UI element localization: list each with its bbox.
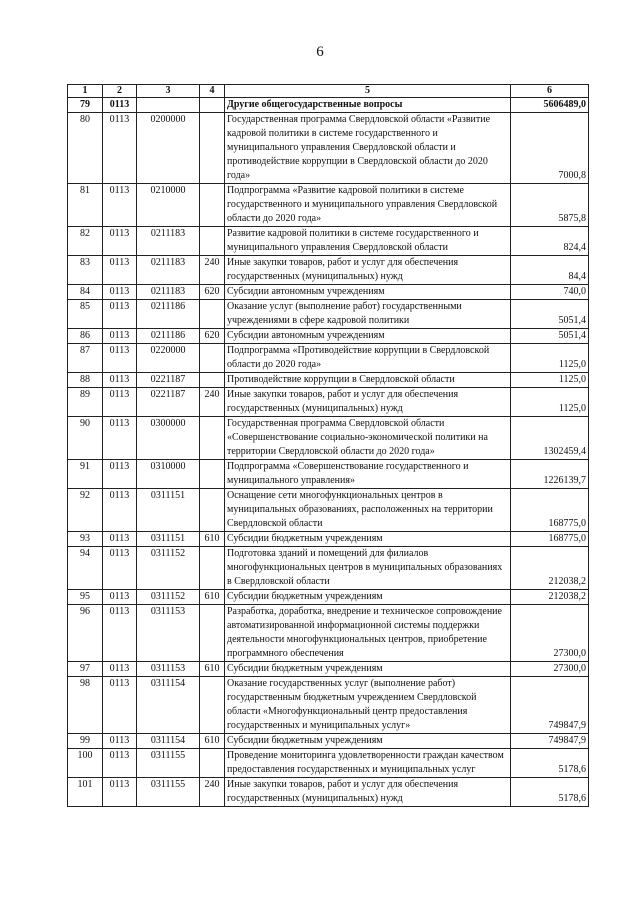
- row-amount: 749847,9: [511, 734, 589, 749]
- row-name: Оснащение сети многофункциональных центров в муниципальных образованиях, расположенных на территории Свердловской области: [225, 489, 511, 532]
- row-expense-type: [200, 547, 225, 590]
- row-number: 89: [68, 388, 103, 417]
- table-header-row: [68, 85, 589, 98]
- row-number: 91: [68, 460, 103, 489]
- table-row: [68, 344, 589, 373]
- row-amount: 1125,0: [511, 373, 589, 388]
- row-section-code: 0113: [103, 677, 137, 734]
- row-expense-type: [200, 373, 225, 388]
- row-section-code: 0113: [103, 605, 137, 662]
- row-number: 92: [68, 489, 103, 532]
- row-section-code: 0113: [103, 98, 137, 113]
- row-number: 101: [68, 778, 103, 807]
- header-col-2: 2: [103, 85, 137, 98]
- row-section-code: 0113: [103, 590, 137, 605]
- table-row: [68, 113, 589, 184]
- row-target-code: 0220000: [137, 344, 200, 373]
- row-name: Иные закупки товаров, работ и услуг для обеспечения государственных (муниципальных) нужд: [225, 388, 511, 417]
- row-target-code: 0311154: [137, 734, 200, 749]
- row-expense-type: [200, 98, 225, 113]
- row-target-code: 0200000: [137, 113, 200, 184]
- row-section-code: 0113: [103, 547, 137, 590]
- row-expense-type: 620: [200, 285, 225, 300]
- row-number: 82: [68, 227, 103, 256]
- table-row: [68, 489, 589, 532]
- row-amount: 1125,0: [511, 388, 589, 417]
- row-expense-type: [200, 344, 225, 373]
- row-expense-type: [200, 227, 225, 256]
- table-row: [68, 532, 589, 547]
- page-number: 6: [316, 44, 324, 60]
- row-number: 83: [68, 256, 103, 285]
- row-target-code: 0221187: [137, 373, 200, 388]
- row-target-code: 0311152: [137, 590, 200, 605]
- row-name: Подготовка зданий и помещений для филиалов многофункциональных центров в муниципальных образованиях в Свердловской области: [225, 547, 511, 590]
- row-target-code: 0211183: [137, 227, 200, 256]
- row-target-code: 0311152: [137, 547, 200, 590]
- row-amount: 84,4: [511, 256, 589, 285]
- row-name: Противодействие коррупции в Свердловской области: [225, 373, 511, 388]
- row-target-code: 0211183: [137, 256, 200, 285]
- row-amount: 27300,0: [511, 605, 589, 662]
- row-number: 90: [68, 417, 103, 460]
- row-number: 86: [68, 329, 103, 344]
- table-row: [68, 547, 589, 590]
- row-expense-type: [200, 489, 225, 532]
- row-name: Субсидии автономным учреждениям: [225, 285, 511, 300]
- row-expense-type: [200, 749, 225, 778]
- table-row: [68, 285, 589, 300]
- row-amount: 5606489,0: [511, 98, 589, 113]
- row-amount: 740,0: [511, 285, 589, 300]
- row-name: Государственная программа Свердловской области «Совершенствование социально-экономической политики на территории Свердловской области до 2020 года»: [225, 417, 511, 460]
- row-target-code: 0211186: [137, 329, 200, 344]
- table-row: [68, 677, 589, 734]
- row-name: Субсидии бюджетным учреждениям: [225, 662, 511, 677]
- row-section-code: 0113: [103, 329, 137, 344]
- row-number: 94: [68, 547, 103, 590]
- row-section-code: 0113: [103, 184, 137, 227]
- row-section-code: 0113: [103, 734, 137, 749]
- row-name: Иные закупки товаров, работ и услуг для обеспечения государственных (муниципальных) нужд: [225, 256, 511, 285]
- table-row: [68, 373, 589, 388]
- row-section-code: 0113: [103, 417, 137, 460]
- row-name: Государственная программа Свердловской области «Развитие кадровой политики в системе государственного и муниципального управления Свердловской области и противодействие коррупции в Свердловской области до 2020 года»: [225, 113, 511, 184]
- row-amount: 1226139,7: [511, 460, 589, 489]
- table-row: [68, 778, 589, 807]
- row-amount: 5178,6: [511, 778, 589, 807]
- table-row: [68, 605, 589, 662]
- row-expense-type: [200, 184, 225, 227]
- table-row: [68, 227, 589, 256]
- header-col-4: 4: [200, 85, 225, 98]
- table-body: [68, 98, 589, 807]
- row-expense-type: 610: [200, 590, 225, 605]
- header-col-3: 3: [137, 85, 200, 98]
- row-amount: 5178,6: [511, 749, 589, 778]
- table-row: [68, 329, 589, 344]
- row-amount: 212038,2: [511, 590, 589, 605]
- row-number: 93: [68, 532, 103, 547]
- row-name: Другие общегосударственные вопросы: [225, 98, 511, 113]
- table-row: [68, 388, 589, 417]
- row-name: Подпрограмма «Совершенствование государственного и муниципального управления»: [225, 460, 511, 489]
- row-section-code: 0113: [103, 373, 137, 388]
- row-name: Оказание услуг (выполнение работ) государственными учреждениями в сфере кадровой политики: [225, 300, 511, 329]
- table-row: [68, 734, 589, 749]
- row-amount: 27300,0: [511, 662, 589, 677]
- row-target-code: [137, 98, 200, 113]
- row-section-code: 0113: [103, 344, 137, 373]
- row-expense-type: 610: [200, 532, 225, 547]
- row-expense-type: 610: [200, 734, 225, 749]
- row-name: Субсидии бюджетным учреждениям: [225, 734, 511, 749]
- row-expense-type: 610: [200, 662, 225, 677]
- row-expense-type: [200, 300, 225, 329]
- row-number: 87: [68, 344, 103, 373]
- header-col-1: 1: [68, 85, 103, 98]
- row-amount: 7000,8: [511, 113, 589, 184]
- header-col-6: 6: [511, 85, 589, 98]
- row-target-code: 0211183: [137, 285, 200, 300]
- table-row: [68, 460, 589, 489]
- row-section-code: 0113: [103, 300, 137, 329]
- table-row: [68, 256, 589, 285]
- row-target-code: 0211186: [137, 300, 200, 329]
- row-section-code: 0113: [103, 285, 137, 300]
- table-row: [68, 98, 589, 113]
- table-row: [68, 300, 589, 329]
- row-expense-type: 240: [200, 388, 225, 417]
- row-number: 100: [68, 749, 103, 778]
- row-amount: 5875,8: [511, 184, 589, 227]
- row-name: Подпрограмма «Развитие кадровой политики в системе государственного и муниципального управления Свердловской области до 2020 года»: [225, 184, 511, 227]
- row-expense-type: [200, 113, 225, 184]
- row-name: Субсидии бюджетным учреждениям: [225, 590, 511, 605]
- row-expense-type: [200, 460, 225, 489]
- row-section-code: 0113: [103, 778, 137, 807]
- table-row: [68, 749, 589, 778]
- row-target-code: 0311155: [137, 749, 200, 778]
- row-target-code: 0311153: [137, 605, 200, 662]
- row-target-code: 0311153: [137, 662, 200, 677]
- table-row: [68, 662, 589, 677]
- row-target-code: 0300000: [137, 417, 200, 460]
- row-name: Проведение мониторинга удовлетворенности граждан качеством предоставления государственных и муниципальных услуг: [225, 749, 511, 778]
- row-amount: 168775,0: [511, 489, 589, 532]
- row-name: Подпрограмма «Противодействие коррупции в Свердловской области до 2020 года»: [225, 344, 511, 373]
- row-number: 79: [68, 98, 103, 113]
- row-section-code: 0113: [103, 460, 137, 489]
- row-target-code: 0310000: [137, 460, 200, 489]
- row-number: 81: [68, 184, 103, 227]
- row-name: Оказание государственных услуг (выполнение работ) государственным бюджетным учреждением Свердловской области «Многофункциональный центр предоставления государственных и муниципальных услуг»: [225, 677, 511, 734]
- row-expense-type: [200, 605, 225, 662]
- row-name: Субсидии автономным учреждениям: [225, 329, 511, 344]
- row-name: Разработка, доработка, внедрение и техническое сопровождение автоматизированной информационной системы поддержки деятельности многофункциональных центров, приобретение программного обеспечения: [225, 605, 511, 662]
- row-name: Развитие кадровой политики в системе государственного и муниципального управления Свердловской области: [225, 227, 511, 256]
- row-target-code: 0311151: [137, 532, 200, 547]
- row-section-code: 0113: [103, 662, 137, 677]
- row-amount: 5051,4: [511, 300, 589, 329]
- row-number: 95: [68, 590, 103, 605]
- row-section-code: 0113: [103, 749, 137, 778]
- row-expense-type: 620: [200, 329, 225, 344]
- row-expense-type: 240: [200, 778, 225, 807]
- row-number: 80: [68, 113, 103, 184]
- table-row: [68, 184, 589, 227]
- row-section-code: 0113: [103, 113, 137, 184]
- row-target-code: 0210000: [137, 184, 200, 227]
- table-row: [68, 417, 589, 460]
- row-section-code: 0113: [103, 227, 137, 256]
- row-number: 97: [68, 662, 103, 677]
- header-col-5: 5: [225, 85, 511, 98]
- row-name: Иные закупки товаров, работ и услуг для обеспечения государственных (муниципальных) нужд: [225, 778, 511, 807]
- row-amount: 1302459,4: [511, 417, 589, 460]
- row-number: 99: [68, 734, 103, 749]
- row-section-code: 0113: [103, 489, 137, 532]
- row-expense-type: [200, 677, 225, 734]
- row-expense-type: 240: [200, 256, 225, 285]
- row-amount: 212038,2: [511, 547, 589, 590]
- row-section-code: 0113: [103, 256, 137, 285]
- row-amount: 749847,9: [511, 677, 589, 734]
- row-name: Субсидии бюджетным учреждениям: [225, 532, 511, 547]
- row-number: 84: [68, 285, 103, 300]
- row-section-code: 0113: [103, 532, 137, 547]
- row-target-code: 0311151: [137, 489, 200, 532]
- row-number: 88: [68, 373, 103, 388]
- row-amount: 5051,4: [511, 329, 589, 344]
- row-number: 85: [68, 300, 103, 329]
- row-target-code: 0311155: [137, 778, 200, 807]
- row-expense-type: [200, 417, 225, 460]
- table-row: [68, 590, 589, 605]
- row-amount: 1125,0: [511, 344, 589, 373]
- row-section-code: 0113: [103, 388, 137, 417]
- row-number: 96: [68, 605, 103, 662]
- row-number: 98: [68, 677, 103, 734]
- row-target-code: 0311154: [137, 677, 200, 734]
- budget-table: [67, 84, 589, 807]
- row-target-code: 0221187: [137, 388, 200, 417]
- row-amount: 824,4: [511, 227, 589, 256]
- row-amount: 168775,0: [511, 532, 589, 547]
